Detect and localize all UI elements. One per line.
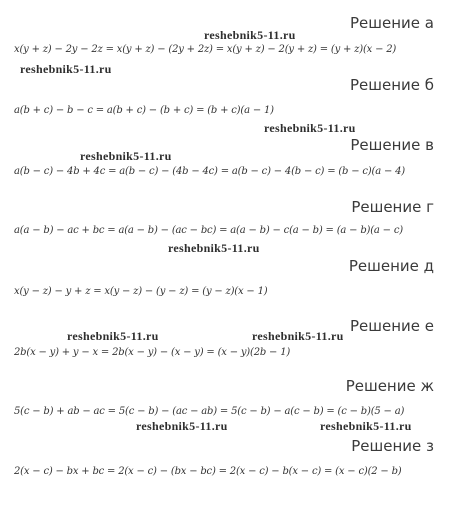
solution-heading-e: Решение е (349, 317, 434, 335)
watermark: reshebnik5-11.ru (20, 62, 112, 76)
watermark: reshebnik5-11.ru (67, 329, 159, 343)
watermark: reshebnik5-11.ru (264, 121, 356, 135)
solution-heading-a: Решение а (350, 14, 434, 32)
solution-equation-z: 2(x − c) − bx + bc = 2(x − c) − (bx − bc) = 2(x − c) − b(x − c) = (x − c)(2 − b) (14, 466, 402, 477)
solution-equation-d: x(y − z) − y + z = x(y − z) − (y − z) = (y − z)(x − 1) (14, 286, 268, 297)
solution-equation-zh: 5(c − b) + ab − ac = 5(c − b) − (ac − ab) = 5(c − b) − a(c − b) = (c − b)(5 − a) (14, 406, 405, 417)
solution-heading-b: Решение б (349, 76, 434, 94)
watermark: reshebnik5-11.ru (204, 28, 296, 42)
solution-heading-d: Решение д (348, 257, 434, 275)
watermark: reshebnik5-11.ru (80, 149, 172, 163)
solution-heading-g: Решение г (351, 198, 434, 216)
watermark: reshebnik5-11.ru (320, 419, 412, 433)
solution-heading-zh: Решение ж (345, 377, 434, 395)
solution-equation-b: a(b + c) − b − c = a(b + c) − (b + c) = (b + c)(a − 1) (14, 105, 274, 116)
watermark: reshebnik5-11.ru (136, 419, 228, 433)
solution-equation-e: 2b(x − y) + y − x = 2b(x − y) − (x − y) = (x − y)(2b − 1) (14, 347, 291, 358)
solution-equation-v: a(b − c) − 4b + 4c = a(b − c) − (4b − 4c) = a(b − c) − 4(b − c) = (b − c)(a − 4) (14, 166, 405, 177)
solution-heading-z: Решение з (351, 437, 434, 455)
solution-equation-a: x(y + z) − 2y − 2z = x(y + z) − (2y + 2z) = x(y + z) − 2(y + z) = (y + z)(x − 2) (14, 44, 397, 55)
solution-heading-v: Решение в (350, 136, 434, 154)
watermark: reshebnik5-11.ru (168, 241, 260, 255)
watermark: reshebnik5-11.ru (252, 329, 344, 343)
solution-equation-g: a(a − b) − ac + bc = a(a − b) − (ac − bc) = a(a − b) − c(a − b) = (a − b)(a − c) (14, 225, 403, 236)
